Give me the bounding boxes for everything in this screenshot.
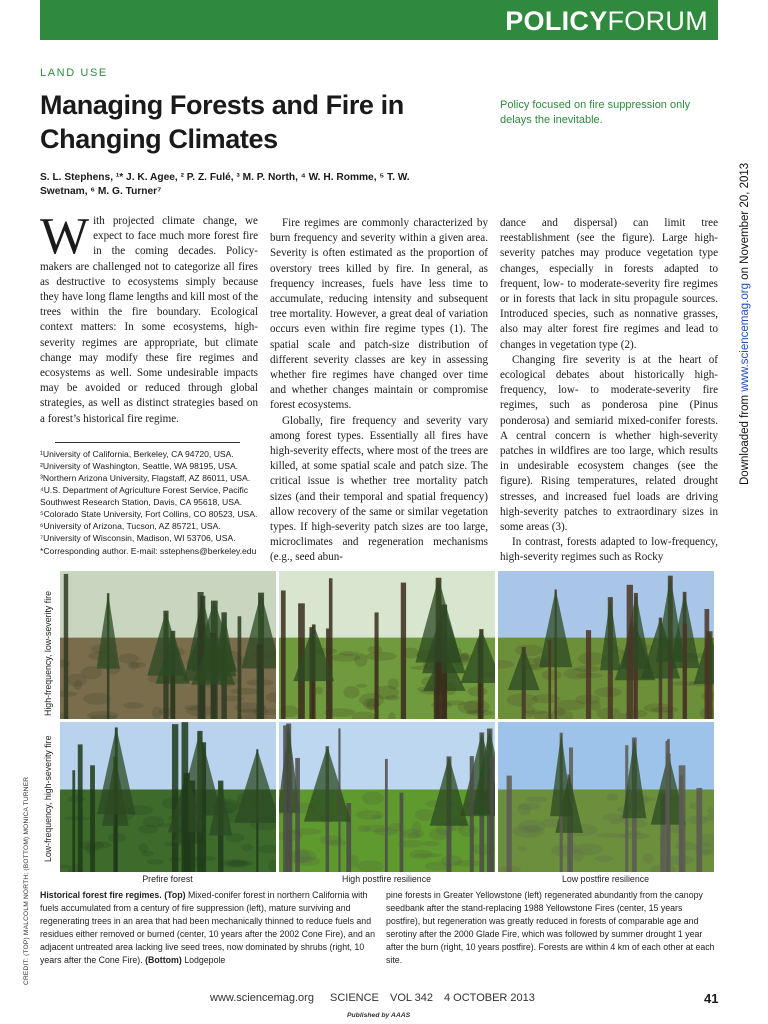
footer-journal: SCIENCE bbox=[330, 992, 379, 1004]
article-deck: Policy focused on fire suppression only delays the inevitable. bbox=[500, 99, 691, 126]
row-label-bottom: Low-frequency, high-severity fire bbox=[43, 735, 53, 862]
banner-title: POLICYFORUM bbox=[505, 6, 708, 36]
footer-date: 4 OCTOBER 2013 bbox=[444, 992, 535, 1004]
col-label-prefire: Prefire forest bbox=[142, 874, 193, 884]
photo-bottom-low-resilience-image bbox=[498, 722, 714, 872]
photo-top-high-resilience bbox=[279, 571, 495, 719]
intro-paragraph: With projected climate change, we expect to face much more forest fire in the coming decades. Policy-makers are challenged not to categorize all fires as destructive to ecosystems simply because they have long flame lengths and kill most of the trees within the fire boundary. Ecological context matters: In some ecosystems, high-severity regimes are appropriate, but climate change may modify these fire regimes and ecosystems as well. Some undesirable impacts may be avoided or reduced through global strategies, as well as distinct strategies based on a forest’s historical fire regime. bbox=[40, 208, 258, 425]
page-number: 41 bbox=[704, 991, 719, 1006]
article-title: Managing Forests and Fire in Changing Climates bbox=[40, 90, 404, 154]
paragraph: Changing fire severity is at the heart of ecological debates about historically high-frequency, low- to moderate-severity fire regimes, such as ponderosa pine (Pinus ponderosa) and semiarid mixed-conifer forests. A central concern is whether high-severity patches in wildfires are too large, which results in undesirable ecosystem changes (see the figure). Rising temperatures, related drought stresses, and increased fuel loads are driving high-severity patches to extraordinary sizes in some areas (3). bbox=[500, 353, 718, 534]
paragraph: Fire regimes are commonly characterized by burn frequency and severity within a given area. Severity is often estimated as the proportion of overstory trees killed by fire. In general, as frequency increases, fuels have less time to accumulate, reducing intensity and subsequent tree mortality. However, a great deal of variation occurs even within fire regime types (1). The spatial scale and patch-size distribution of different severity classes are key in assessing whether fire regimes have changed over time and whether changes maintain or compromise forest ecosystems. bbox=[270, 217, 488, 412]
paragraph: In contrast, forests adapted to low-frequency, high-severity regimes such as Rocky bbox=[500, 536, 718, 564]
figure-caption-left: Historical forest fire regimes. (Top) Mixed-conifer forest in northern California with fuels accumulated from a century of fire suppression (left), mature surviving and regenerating trees in an area that had been mechanically thinned to reduce fuels and residues either removed or burned (center, 10 years after the 2002 Cone Fire), and an adjacent untreated area lacking live seed trees, now dominated by shrubs (right, 10 years after the Cone Fire). (Bottom) Lodgepole bbox=[40, 890, 375, 965]
photo-bottom-prefire bbox=[60, 722, 276, 872]
photo-top-prefire bbox=[60, 571, 276, 719]
footer-site: www.sciencemag.org bbox=[210, 992, 314, 1004]
photo-top-low-resilience bbox=[498, 571, 714, 719]
affiliation-divider bbox=[55, 442, 240, 443]
body-column-1 bbox=[40, 208, 258, 427]
download-notice: Downloaded from www.sciencemag.org on November 20, 2013 bbox=[739, 162, 751, 485]
corresponding-author: *Corresponding author. E-mail: sstephens@berkeley.edu bbox=[40, 546, 257, 556]
photo-bottom-high-resilience-image bbox=[279, 722, 495, 872]
figure-caption-right: pine forests in Greater Yellowstone (left) regenerated abundantly from the canopy seedbank after the stand-replacing 1988 Yellowstone Fires (center, 15 years postfire), but regeneration was greatly reduced in forests of comparable age and serotiny after the 2000 Glade Fire, which was followed by summer drought 1 year after the burn (right, 10 years postfire). Forests are within 4 km of each other at each site. bbox=[386, 890, 715, 965]
publisher-line: Published by AAAS bbox=[347, 1012, 411, 1019]
paragraph: Globally, fire frequency and severity vary among forest types. Essentially all fires have high-severity effects, where most of the trees are killed, at some spatial scale and patch size. The critical issue is whether tree mortality patch sizes (and their temporal and spatial frequency) allow recovery of the same or similar vegetation types. If high-severity patch sizes are too large, microclimates and regeneration mechanisms (e.g., seed abun- bbox=[270, 414, 488, 564]
policy-forum-banner bbox=[40, 0, 718, 40]
affiliations: ¹University of California, Berkeley, CA 94720, USA. ²University of Washington, Seattle, WA 98195, USA. ³Northern Arizona University, Flagstaff, AZ 86011, USA. ⁴U.S. Department of Agriculture Forest Service, Pacific Southwest Research Station, Davis, CA 95618, USA. ⁵Colorado State University, Fort Collins, CO 80523, USA. ⁶University of Arizona, Tucson, AZ 85721, USA. ⁷University of Wisconsin, Madison, WI 53706, USA. bbox=[40, 449, 258, 543]
photo-credit: CREDIT: (TOP) MALCOLM NORTH; (BOTTOM) MONICA TURNER bbox=[23, 776, 30, 985]
row-label-top: High-frequency, low-severity fire bbox=[43, 591, 53, 716]
photo-bottom-low-resilience bbox=[498, 722, 714, 872]
section-label: LAND USE bbox=[40, 67, 108, 79]
col-label-low-resilience: Low postfire resilience bbox=[561, 874, 650, 884]
download-url-link[interactable]: www.sciencemag.org bbox=[739, 283, 751, 392]
photo-top-low-resilience-image bbox=[498, 571, 714, 719]
photo-top-prefire-image bbox=[60, 571, 276, 719]
body-column-3 bbox=[500, 216, 718, 566]
photo-bottom-high-resilience bbox=[279, 722, 495, 872]
photo-top-high-resilience-image bbox=[279, 571, 495, 719]
photo-bottom-prefire-image bbox=[60, 722, 276, 872]
paragraph: dance and dispersal) can limit tree reestablishment (see the figure). Large high-severity patches may produce vegetation type changes, especially in forests adapted to frequent, low- to moderate-severity fire regimes or in forests that lack in situ propagule sources. Introduced species, such as nonnative grasses, also may alter forest fire regimes and lead to changes in vegetation type (2). bbox=[500, 217, 718, 351]
col-label-high-resilience: High postfire resilience bbox=[342, 874, 431, 884]
author-list: S. L. Stephens, ¹* J. K. Agee, ² P. Z. Fulé, ³ M. P. North, ⁴ W. H. Romme, ⁵ T. W. Swetnam, ⁶ M. G. Turner⁷ bbox=[40, 172, 410, 197]
drop-cap: W bbox=[40, 208, 90, 265]
body-column-2 bbox=[270, 216, 488, 566]
footer-volume: VOL 342 bbox=[390, 992, 434, 1004]
